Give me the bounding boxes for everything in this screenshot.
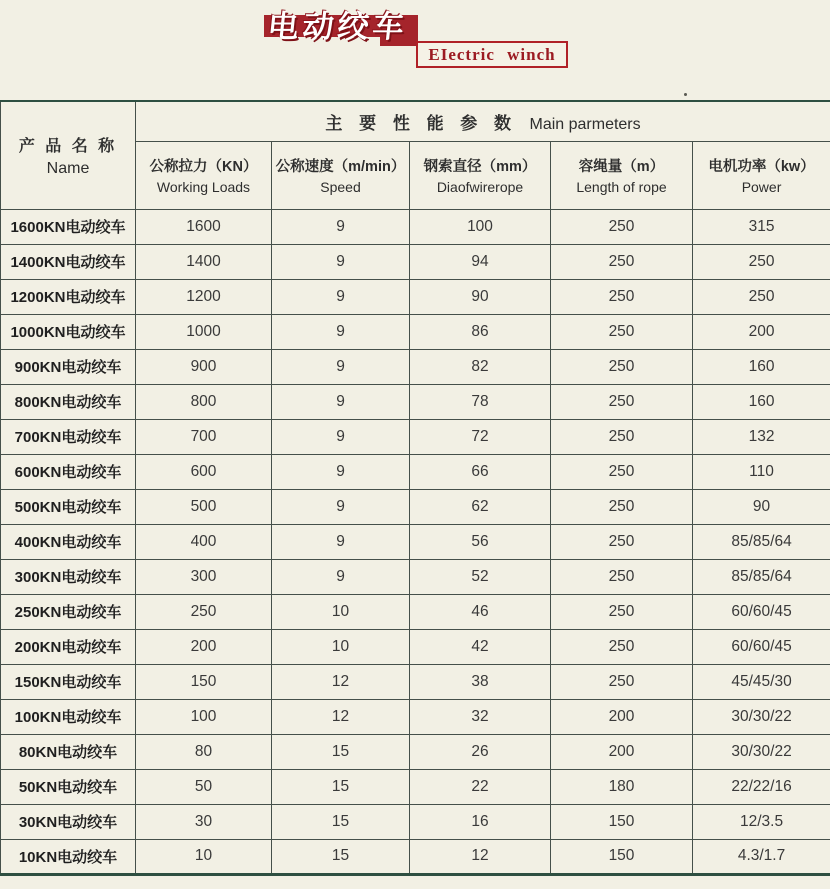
value-cell: 250 (551, 279, 693, 314)
value-cell: 9 (272, 349, 410, 384)
value-cell: 12 (272, 699, 410, 734)
value-cell: 50 (136, 769, 272, 804)
value-cell: 78 (410, 384, 551, 419)
value-cell: 42 (410, 629, 551, 664)
table-row (1, 419, 830, 454)
value-cell: 1600 (136, 209, 272, 244)
value-cell: 56 (410, 524, 551, 559)
table-row (1, 699, 830, 734)
table-row (1, 314, 830, 349)
value-cell: 600 (136, 454, 272, 489)
column-header-0 (136, 141, 272, 209)
column-header-cn: 容绳量（m） (578, 159, 665, 175)
product-name-cell: 200KN电动绞车 (1, 629, 136, 664)
value-cell: 250 (551, 629, 693, 664)
value-cell: 10 (272, 594, 410, 629)
value-cell: 100 (136, 699, 272, 734)
scan-speck (684, 93, 687, 96)
value-cell: 150 (551, 839, 693, 874)
value-cell: 10 (136, 839, 272, 874)
value-cell: 9 (272, 384, 410, 419)
value-cell: 4.3/1.7 (693, 839, 830, 874)
value-cell: 9 (272, 419, 410, 454)
table-row (1, 349, 830, 384)
value-cell: 82 (410, 349, 551, 384)
column-header-2 (410, 141, 551, 209)
product-name-cell: 1400KN电动绞车 (1, 244, 136, 279)
value-cell: 30/30/22 (693, 699, 830, 734)
value-cell: 900 (136, 349, 272, 384)
product-name-cell: 1200KN电动绞车 (1, 279, 136, 314)
value-cell: 9 (272, 454, 410, 489)
value-cell: 250 (551, 559, 693, 594)
value-cell: 45/45/30 (693, 664, 830, 699)
value-cell: 250 (551, 314, 693, 349)
column-header-4 (693, 141, 830, 209)
value-cell: 32 (410, 699, 551, 734)
product-name-cell: 150KN电动绞车 (1, 664, 136, 699)
value-cell: 12 (410, 839, 551, 874)
product-name-cell: 100KN电动绞车 (1, 699, 136, 734)
group-header (136, 101, 830, 141)
value-cell: 700 (136, 419, 272, 454)
table-row (1, 244, 830, 279)
page-title-chinese: 电动绞车 (265, 9, 410, 44)
page-title-english-box (416, 41, 568, 68)
table-row (1, 769, 830, 804)
value-cell: 150 (551, 804, 693, 839)
column-header-en: Diaofwirerope (436, 179, 524, 195)
table-row (1, 839, 830, 874)
value-cell: 100 (410, 209, 551, 244)
product-name-cell: 80KN电动绞车 (1, 734, 136, 769)
value-cell: 9 (272, 489, 410, 524)
value-cell: 9 (272, 244, 410, 279)
value-cell: 250 (551, 349, 693, 384)
value-cell: 200 (136, 629, 272, 664)
value-cell: 500 (136, 489, 272, 524)
value-cell: 52 (410, 559, 551, 594)
column-header-1 (272, 141, 410, 209)
value-cell: 26 (410, 734, 551, 769)
table-row (1, 279, 830, 314)
value-cell: 85/85/64 (693, 524, 830, 559)
value-cell: 12 (272, 664, 410, 699)
value-cell: 160 (693, 384, 830, 419)
value-cell: 10 (272, 629, 410, 664)
column-header-en: Length of rope (576, 179, 667, 195)
table-row (1, 384, 830, 419)
column-header-cn: 钢索直径（mm） (423, 159, 537, 175)
page-title-english: EIectric winch (428, 44, 556, 64)
table-row (1, 629, 830, 664)
value-cell: 15 (272, 839, 410, 874)
value-cell: 90 (410, 279, 551, 314)
table-row (1, 734, 830, 769)
value-cell: 15 (272, 804, 410, 839)
value-cell: 160 (693, 349, 830, 384)
value-cell: 72 (410, 419, 551, 454)
value-cell: 9 (272, 559, 410, 594)
value-cell: 250 (136, 594, 272, 629)
table-row (1, 664, 830, 699)
value-cell: 250 (551, 664, 693, 699)
value-cell: 200 (693, 314, 830, 349)
value-cell: 180 (551, 769, 693, 804)
value-cell: 66 (410, 454, 551, 489)
value-cell: 86 (410, 314, 551, 349)
value-cell: 250 (551, 594, 693, 629)
column-header-name (1, 101, 136, 209)
value-cell: 400 (136, 524, 272, 559)
group-header-cn: 主 要 性 能 参 数 (325, 113, 518, 133)
value-cell: 800 (136, 384, 272, 419)
value-cell: 90 (693, 489, 830, 524)
value-cell: 315 (693, 209, 830, 244)
value-cell: 150 (136, 664, 272, 699)
value-cell: 15 (272, 734, 410, 769)
column-header-en: Power (741, 179, 782, 195)
column-header-en: Speed (320, 179, 361, 195)
value-cell: 250 (693, 244, 830, 279)
value-cell: 250 (551, 244, 693, 279)
value-cell: 15 (272, 769, 410, 804)
value-cell: 250 (551, 489, 693, 524)
table-row (1, 524, 830, 559)
product-name-cell: 250KN电动绞车 (1, 594, 136, 629)
value-cell: 250 (551, 419, 693, 454)
value-cell: 94 (410, 244, 551, 279)
value-cell: 38 (410, 664, 551, 699)
value-cell: 22 (410, 769, 551, 804)
value-cell: 30 (136, 804, 272, 839)
value-cell: 22/22/16 (693, 769, 830, 804)
value-cell: 60/60/45 (693, 594, 830, 629)
value-cell: 250 (551, 524, 693, 559)
product-name-cell: 10KN电动绞车 (1, 839, 136, 874)
value-cell: 200 (551, 699, 693, 734)
table-row (1, 559, 830, 594)
value-cell: 250 (551, 384, 693, 419)
value-cell: 250 (551, 209, 693, 244)
value-cell: 300 (136, 559, 272, 594)
value-cell: 12/3.5 (693, 804, 830, 839)
value-cell: 80 (136, 734, 272, 769)
value-cell: 110 (693, 454, 830, 489)
group-header-en: Main parmeters (529, 115, 641, 133)
page-header (0, 0, 830, 100)
value-cell: 1000 (136, 314, 272, 349)
product-name-cell: 1600KN电动绞车 (1, 209, 136, 244)
product-name-cell: 900KN电动绞车 (1, 349, 136, 384)
value-cell: 250 (693, 279, 830, 314)
column-header-name-en: Name (46, 159, 90, 177)
table-row (1, 489, 830, 524)
column-header-cn: 公称速度（m/min） (275, 159, 406, 175)
value-cell: 9 (272, 209, 410, 244)
product-name-cell: 400KN电动绞车 (1, 524, 136, 559)
value-cell: 60/60/45 (693, 629, 830, 664)
table-row (1, 804, 830, 839)
value-cell: 9 (272, 314, 410, 349)
value-cell: 62 (410, 489, 551, 524)
table-row (1, 454, 830, 489)
product-name-cell: 1000KN电动绞车 (1, 314, 136, 349)
value-cell: 16 (410, 804, 551, 839)
spec-table (0, 100, 830, 876)
column-header-name-cn: 产 品 名 称 (18, 137, 118, 155)
value-cell: 30/30/22 (693, 734, 830, 769)
table-row (1, 209, 830, 244)
column-header-cn: 电机功率（kw） (708, 159, 815, 175)
product-name-cell: 30KN电动绞车 (1, 804, 136, 839)
column-header-en: Working Loads (156, 179, 251, 195)
product-name-cell: 500KN电动绞车 (1, 489, 136, 524)
product-name-cell: 700KN电动绞车 (1, 419, 136, 454)
table-body (1, 209, 830, 874)
value-cell: 132 (693, 419, 830, 454)
value-cell: 85/85/64 (693, 559, 830, 594)
table-row (1, 594, 830, 629)
value-cell: 9 (272, 524, 410, 559)
product-name-cell: 800KN电动绞车 (1, 384, 136, 419)
column-header-cn: 公称拉力（KN） (149, 159, 258, 175)
value-cell: 9 (272, 279, 410, 314)
column-header-3 (551, 141, 693, 209)
value-cell: 1200 (136, 279, 272, 314)
value-cell: 46 (410, 594, 551, 629)
value-cell: 250 (551, 454, 693, 489)
product-name-cell: 50KN电动绞车 (1, 769, 136, 804)
product-name-cell: 300KN电动绞车 (1, 559, 136, 594)
value-cell: 1400 (136, 244, 272, 279)
product-name-cell: 600KN电动绞车 (1, 454, 136, 489)
value-cell: 200 (551, 734, 693, 769)
